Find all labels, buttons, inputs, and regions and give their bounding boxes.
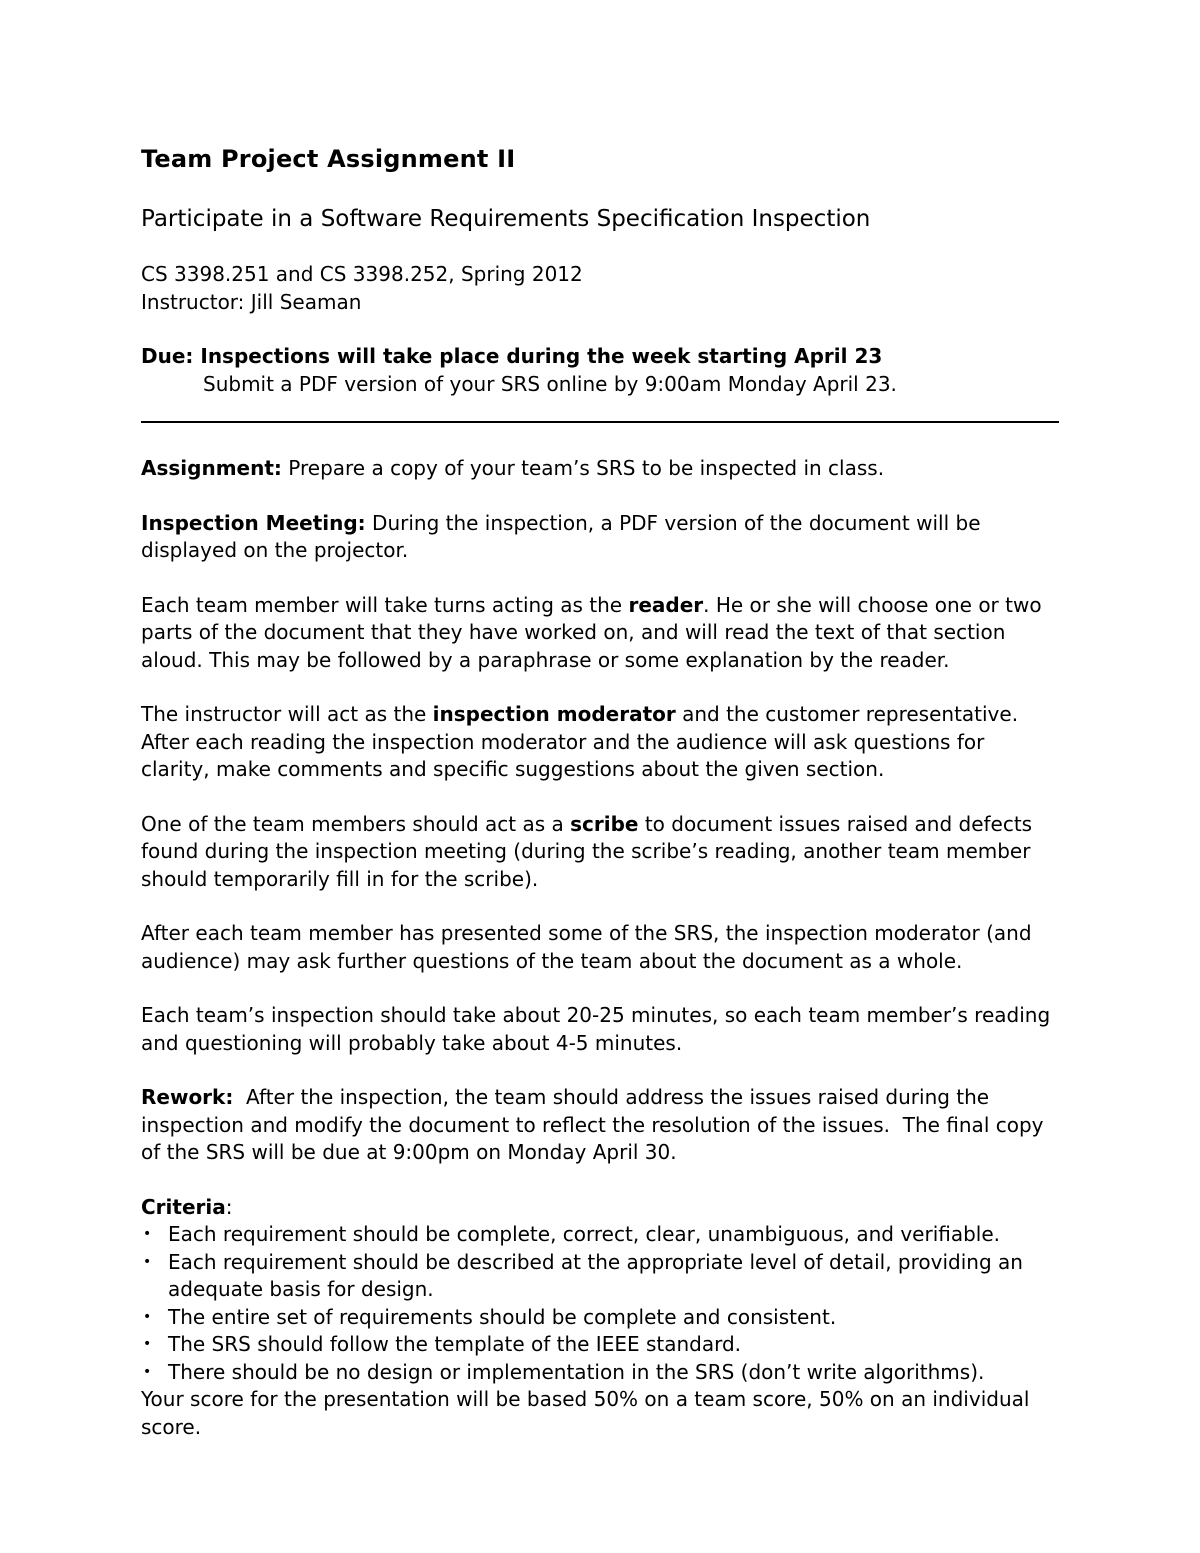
rework-paragraph — [141, 1084, 1059, 1167]
criteria-heading — [141, 1194, 1059, 1222]
score-paragraph: Your score for the presentation will be based 50% on a team score, 50% on an individual score. — [141, 1387, 1030, 1439]
criteria-item-text: Each requirement should be described at the appropriate level of detail, providing an adequate basis for design. — [168, 1249, 1023, 1301]
rework-text: After the inspection, the team should address the issues raised during the inspection and modify the document to reflect the resolution of the issues. The final copy of the SRS will be due at 9:00pm on Monday April 30. — [141, 1085, 1050, 1164]
bullet-icon: • — [143, 1226, 152, 1242]
criteria-item-text: Each requirement should be complete, correct, clear, unambiguous, and verifiable. — [168, 1222, 1001, 1246]
scribe-paragraph — [141, 811, 1059, 894]
criteria-item-text: The SRS should follow the template of the IEEE standard. — [168, 1332, 742, 1356]
reader-paragraph — [141, 592, 1059, 675]
list-item — [141, 1221, 1059, 1249]
list-item — [141, 1304, 1059, 1332]
list-item — [141, 1359, 1059, 1387]
list-item — [141, 1249, 1059, 1304]
assignment-paragraph — [141, 455, 1059, 483]
scribe-pre: One of the team members should act as a — [141, 811, 571, 836]
timing-paragraph: Each team’s inspection should take about 20-25 minutes, so each team member’s reading and questioning will probably take about 4-5 minutes. — [141, 1003, 1051, 1055]
bullet-icon: • — [143, 1363, 152, 1380]
scribe-term: scribe — [570, 811, 639, 836]
assignment-document — [141, 140, 1059, 1441]
due-line — [141, 342, 1059, 370]
reader-pre: Each team member will take turns acting as the — [141, 592, 629, 617]
document-title: Team Project Assignment II — [141, 145, 516, 173]
moderator-paragraph — [141, 701, 1059, 784]
criteria-item-text: The entire set of requirements should be complete and consistent. — [168, 1304, 837, 1329]
moderator-term: inspection moderator — [432, 702, 676, 726]
due-label: Due: — [141, 344, 194, 368]
criteria-list — [141, 1221, 1059, 1386]
horizontal-divider — [141, 421, 1059, 423]
bullet-icon: • — [143, 1253, 152, 1270]
inspection-meeting-label: Inspection Meeting: — [141, 510, 366, 535]
document-subtitle: Participate in a Software Requirements Specification Inspection — [141, 206, 871, 232]
bullet-icon: • — [143, 1308, 152, 1325]
inspection-meeting-text: During the inspection, a PDF version of the document will be displayed on the projector. — [141, 510, 981, 562]
assignment-label: Assignment: — [141, 456, 282, 480]
moderator-pre: The instructor will act as the — [141, 702, 433, 726]
list-item — [141, 1331, 1059, 1359]
criteria-colon: : — [225, 1194, 233, 1219]
criteria-label: Criteria — [141, 1194, 226, 1219]
bullet-icon: • — [143, 1336, 152, 1352]
due-text: Inspections will take place during the week starting April 23 — [200, 344, 883, 368]
instructor-line: Instructor: Jill Seaman — [141, 290, 362, 314]
criteria-item-text: There should be no design or implementation in the SRS (don’t write algorithms). — [168, 1359, 985, 1384]
after-presentation-paragraph: After each team member has presented some of the SRS, the inspection moderator (and audience) may ask further questions of the team about the document as a whole. — [141, 921, 1032, 973]
due-submission-note: Submit a PDF version of your SRS online by 9:00am Monday April 23. — [203, 372, 897, 396]
moderator-post: and the customer representative. After each reading the inspection moderator and the audience will ask questions for clarity, make comments and specific suggestions about the given section. — [141, 702, 1019, 781]
reader-post: . He or she will choose one or two parts of the document that they have worked on, and will read the text of that section aloud. This may be followed by a paraphrase or some explanation by the reader. — [141, 592, 1042, 672]
assignment-text: Prepare a copy of your team’s SRS to be inspected in class. — [288, 456, 885, 480]
reader-term: reader — [628, 592, 704, 617]
course-line: CS 3398.251 and CS 3398.252, Spring 2012 — [141, 262, 583, 286]
inspection-meeting-paragraph — [141, 510, 1059, 565]
rework-label: Rework: — [141, 1085, 234, 1109]
scribe-post: to document issues raised and defects found during the inspection meeting (during the scribe’s reading, another team member should temporarily fill in for the scribe). — [141, 811, 1033, 891]
